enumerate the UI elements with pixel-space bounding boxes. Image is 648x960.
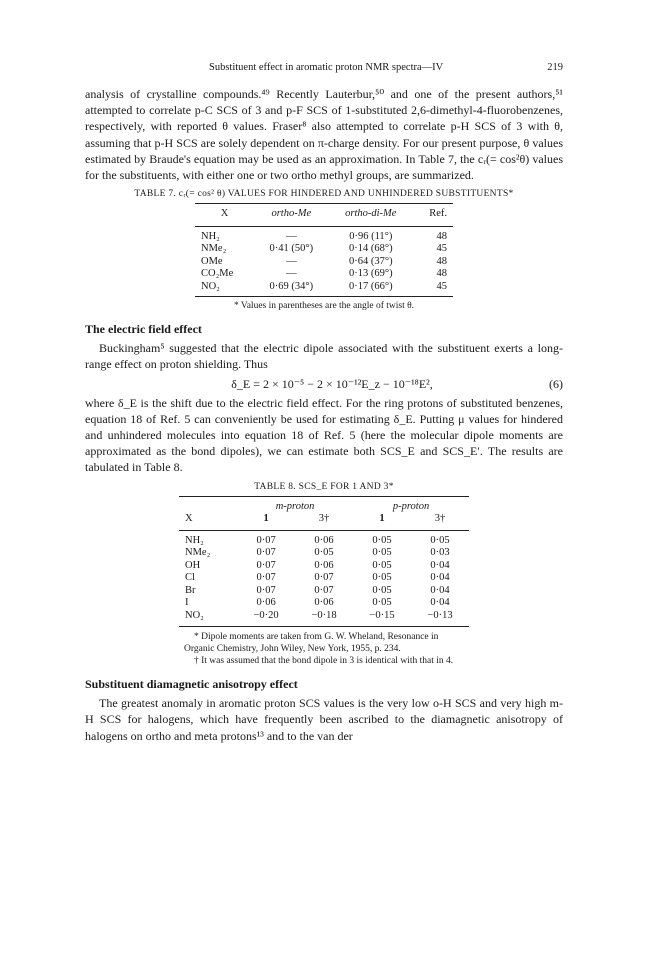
table-cell: NMe₂ — [201, 243, 227, 255]
page — [85, 62, 563, 744]
table-cell: 0·41 (50°) — [269, 243, 314, 255]
section-heading-electric-field: The electric field effect — [85, 322, 202, 337]
table-row — [179, 572, 469, 585]
table-cell: NH₂ — [201, 230, 220, 242]
table-row — [195, 226, 453, 243]
table-cell: NH₂ — [185, 534, 204, 546]
table-cell: 0·07 — [256, 559, 276, 571]
table-cell: 0·06 — [314, 534, 334, 546]
table-cell: 0·64 (37°) — [349, 255, 393, 267]
table-8 — [179, 496, 469, 628]
table-cell: 0·05 — [372, 559, 392, 571]
table-cell: −0·18 — [295, 610, 353, 627]
page-number: 219 — [547, 62, 563, 73]
table-cell: −0·13 — [411, 610, 469, 627]
table-8-footnote-2: † It was assumed that the bond dipole in 3 is identical with that in 4. — [194, 656, 454, 667]
table-7 — [195, 203, 453, 297]
table-cell: 0·06 — [314, 559, 334, 571]
paragraph-3: where δ_E is the shift due to the electric field effect. For the ring protons of substituted benzenes, equation 18 of Ref. 5 can conveniently be used for estimating δ_E. Putting μ values for hindered and unhindered molecules into equation 18 of Ref. 5 (here the molecular dipole moments are approximated as the bond dipoles), we can estimate both SCS_E and SCS_E′. The results are tabulated in Table 8. — [85, 395, 563, 475]
table-row — [195, 243, 453, 256]
table-7-caption: TABLE 7. cᵣ(= cos² θ) VALUES FOR HINDERED AND UNHINDERED SUBSTITUENTS* — [134, 189, 514, 200]
table-cell: 48 — [436, 268, 447, 280]
table-cell: 48 — [436, 230, 447, 242]
table-cell: I — [185, 597, 189, 609]
table-cell: Cl — [185, 572, 195, 584]
table-cell: CO₂Me — [201, 268, 234, 280]
table-cell: 0·05 — [372, 584, 392, 596]
table-7-header-row — [195, 204, 453, 227]
table-8-header: 3† — [411, 513, 469, 530]
table-row — [179, 560, 469, 573]
table-8-header-row — [179, 513, 469, 530]
table-7-header: X — [195, 204, 254, 227]
table-cell: 0·06 — [314, 597, 334, 609]
equation-expression: δ_E = 2 × 10⁻⁵ − 2 × 10⁻¹²E_z − 10⁻¹⁸E², — [231, 376, 433, 391]
table-cell: NO₂ — [195, 281, 254, 297]
table-cell: 0·03 — [430, 547, 450, 559]
table-cell: 45 — [413, 281, 453, 297]
table-cell: OH — [185, 559, 201, 571]
table-cell: 0·04 — [430, 559, 450, 571]
table-8-header: 1 — [353, 513, 411, 530]
table-7-header: Ref. — [413, 204, 453, 227]
table-cell: 0·07 — [256, 572, 276, 584]
table-cell: NMe₂ — [185, 547, 211, 559]
table-cell: — — [286, 268, 297, 280]
table-cell: 0·04 — [430, 572, 450, 584]
table-7-header: ortho-Me — [254, 204, 328, 227]
equation-number: (6) — [549, 376, 563, 391]
table-8-header: 1 — [237, 513, 295, 530]
table-8-corner — [179, 496, 237, 513]
table-8-group-header: m-proton — [237, 496, 353, 513]
paragraph-1: analysis of crystalline compounds.⁴⁹ Recently Lauterbur,⁵⁰ and one of the present authors,⁵¹ attempted to correlate p-C SCS of 3 and p-F SCS of 1-substituted 2,6-dimethyl-4-fluorobenzenes, respectively, with reported θ values. Fraser⁸ also attempted to correlate p-H SCS of 3 with θ, assuming that p-H SCS are solely dependent on π-charge density. For our present purpose, θ values estimated by Braude's equation may be used as an approximation. In Table 7, the cᵣ(= cos²θ) values for the substituents, with either one or two ortho methyl groups, are summarized. — [85, 87, 563, 183]
table-cell: 0·05 — [314, 547, 334, 559]
table-cell: NO₂ — [179, 610, 237, 627]
table-cell: 0·07 — [314, 572, 334, 584]
table-row — [195, 281, 453, 297]
table-8-group-header: p-proton — [353, 496, 469, 513]
table-cell: 0·07 — [256, 534, 276, 546]
table-row — [179, 597, 469, 610]
table-cell: 0·69 (34°) — [254, 281, 328, 297]
table-cell: 48 — [436, 255, 447, 267]
table-row — [179, 585, 469, 598]
paragraph-4: The greatest anomaly in aromatic proton SCS values is the very low o-H SCS and very high m-H SCS for halogens, which have frequently been ascribed to the diamagnetic anisotropy of halogens on ortho and meta protons¹³ and to the van der — [85, 696, 563, 743]
paragraph-2: Buckingham⁵ suggested that the electric dipole associated with the substituent exerts a long-range effect on proton shielding. Thus — [85, 341, 563, 372]
equation-6 — [85, 375, 563, 393]
table-cell: 0·96 (11°) — [349, 230, 393, 242]
table-cell: 0·05 — [372, 597, 392, 609]
table-cell: 0·05 — [372, 572, 392, 584]
table-8-footnotes — [184, 631, 464, 667]
table-cell: −0·20 — [237, 610, 295, 627]
table-cell: Br — [185, 584, 196, 596]
table-cell: — — [286, 230, 297, 242]
running-header — [85, 62, 563, 73]
table-cell: 0·07 — [314, 584, 334, 596]
table-8-header: X — [179, 513, 237, 530]
table-row — [195, 256, 453, 269]
table-8-caption: TABLE 8. SCS_E FOR 1 AND 3* — [254, 481, 394, 492]
table-cell: 0·04 — [430, 597, 450, 609]
table-7-footnote: * Values in parentheses are the angle of twist θ. — [233, 301, 415, 312]
table-cell: 0·07 — [256, 547, 276, 559]
table-cell: 0·07 — [256, 584, 276, 596]
table-cell: 0·05 — [372, 547, 392, 559]
table-8-footnote-1: * Dipole moments are taken from G. W. Wheland, Resonance in Organic Chemistry, John Wiley, New York, 1955, p. 234. — [184, 632, 439, 655]
table-cell: OMe — [201, 255, 223, 267]
table-cell: 0·05 — [430, 534, 450, 546]
table-cell: 0·14 (68°) — [349, 243, 393, 255]
table-row — [179, 610, 469, 627]
table-cell: 0·06 — [256, 597, 276, 609]
table-cell: 0·13 (69°) — [349, 268, 393, 280]
table-row — [179, 547, 469, 560]
table-cell: 0·04 — [430, 584, 450, 596]
table-cell: 45 — [436, 243, 447, 255]
table-cell: 0·17 (66°) — [328, 281, 413, 297]
table-7-header: ortho-di-Me — [328, 204, 413, 227]
table-row — [195, 268, 453, 281]
section-heading-anisotropy: Substituent diamagnetic anisotropy effect — [85, 677, 298, 692]
running-title: Substituent effect in aromatic proton NMR spectra—IV — [208, 62, 444, 73]
table-cell: 0·05 — [372, 534, 392, 546]
table-row — [179, 530, 469, 547]
table-cell: −0·15 — [353, 610, 411, 627]
table-8-header: 3† — [295, 513, 353, 530]
table-8-group-header-row — [179, 496, 469, 513]
table-cell: — — [286, 255, 297, 267]
